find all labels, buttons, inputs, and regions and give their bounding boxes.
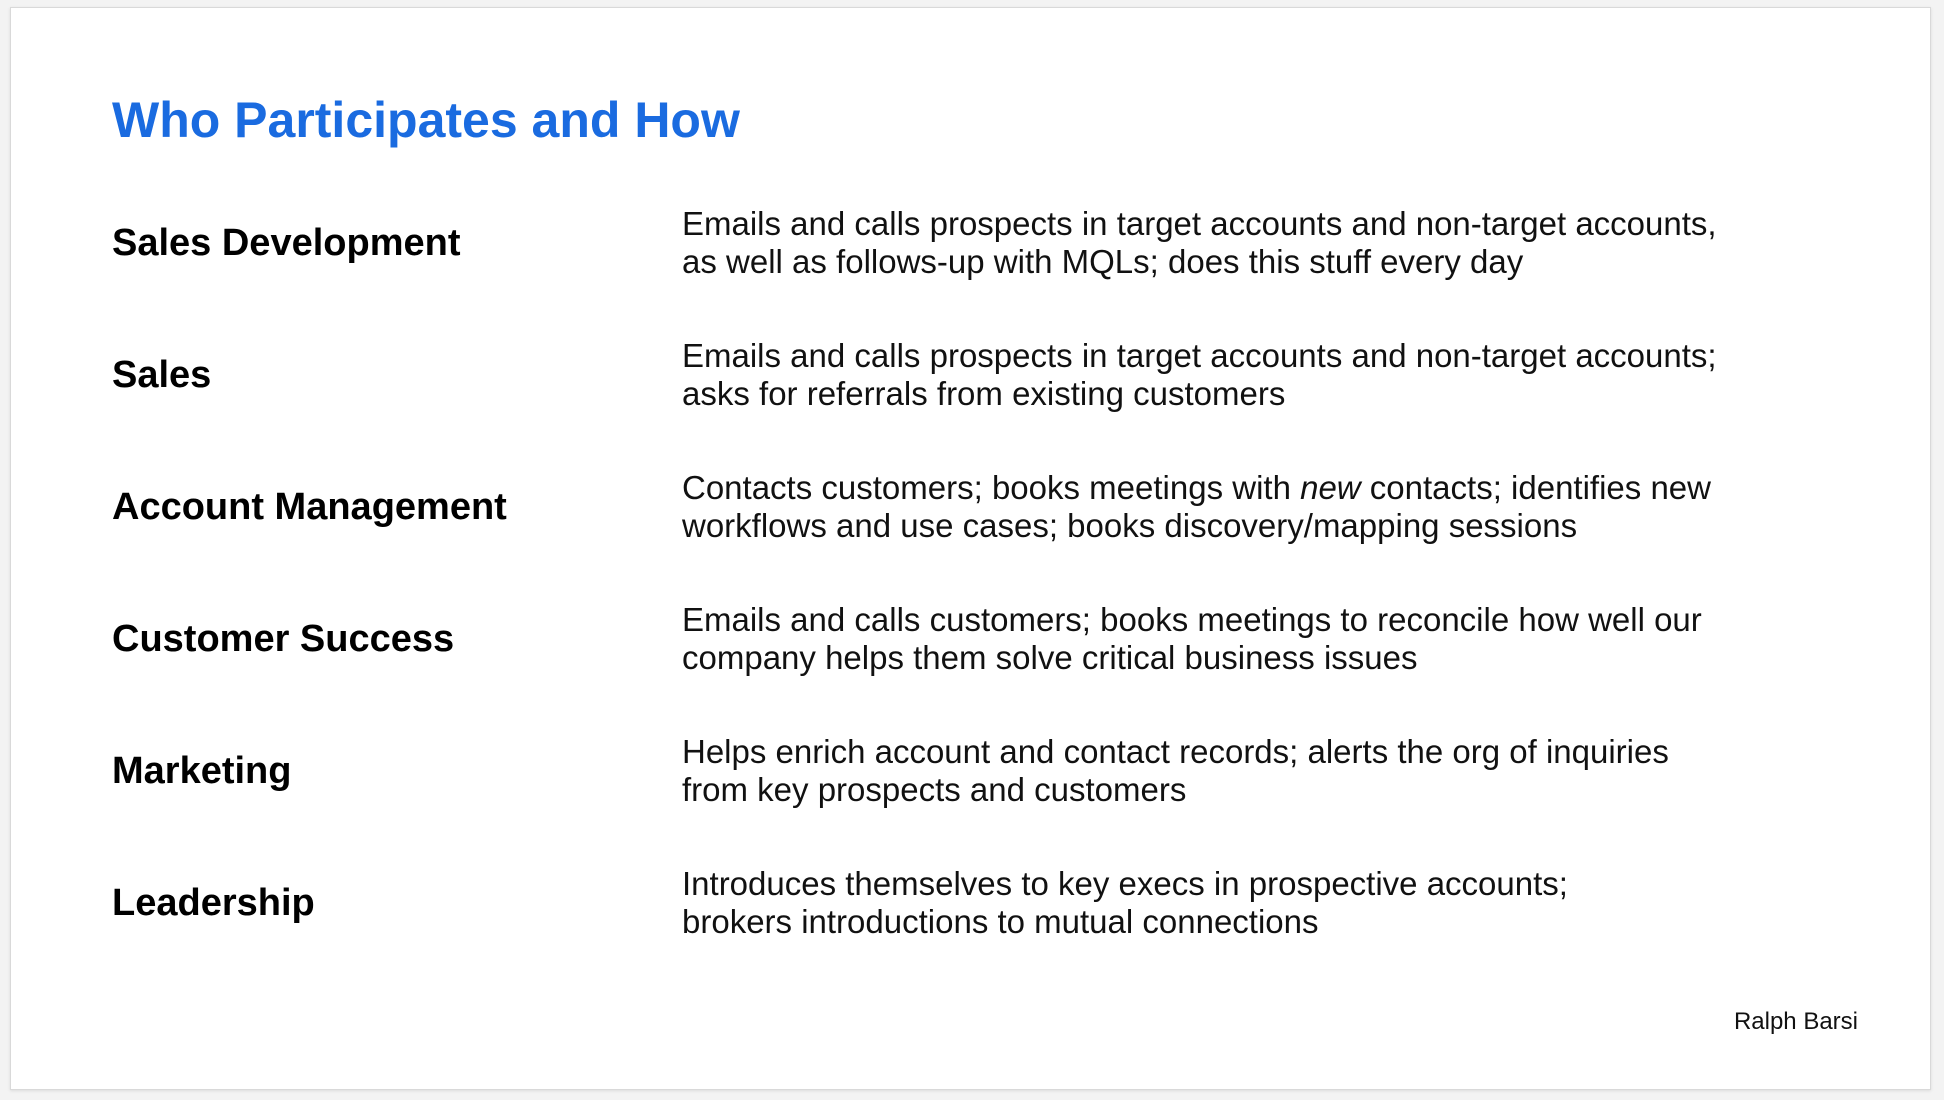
role-description bbox=[682, 716, 1832, 826]
participant-row-customer-success bbox=[112, 584, 1832, 694]
participant-row-leadership bbox=[112, 848, 1832, 958]
role-description bbox=[682, 848, 1832, 958]
participant-row-sales bbox=[112, 320, 1832, 430]
slide bbox=[10, 7, 1931, 1090]
description-line: Emails and calls customers; books meetings to reconcile how well our bbox=[682, 601, 1702, 638]
description-line: Emails and calls prospects in target accounts and non-target accounts; bbox=[682, 337, 1717, 374]
role-label: Sales bbox=[112, 353, 212, 396]
role-description bbox=[682, 188, 1832, 298]
role-label: Marketing bbox=[112, 749, 292, 792]
description-line: brokers introductions to mutual connections bbox=[682, 903, 1319, 940]
role-label: Leadership bbox=[112, 881, 315, 924]
slide-title: Who Participates and How bbox=[112, 92, 740, 148]
description-line: Emails and calls prospects in target accounts and non-target accounts, bbox=[682, 205, 1717, 242]
role-label: Sales Development bbox=[112, 221, 461, 264]
description-line: workflows and use cases; books discovery/mapping sessions bbox=[682, 507, 1578, 544]
description-line: Helps enrich account and contact records; alerts the org of inquiries bbox=[682, 733, 1669, 770]
description-text: Contacts customers; books meetings with bbox=[682, 469, 1301, 506]
description-line: asks for referrals from existing customers bbox=[682, 375, 1286, 412]
description-text: contacts; identifies new bbox=[1360, 469, 1711, 506]
author-credit: Ralph Barsi bbox=[1733, 1008, 1858, 1035]
role-description bbox=[682, 584, 1832, 694]
description-line bbox=[682, 469, 1832, 507]
role-label: Account Management bbox=[112, 485, 507, 528]
description-line: Introduces themselves to key execs in prospective accounts; bbox=[682, 865, 1568, 902]
emphasis-text: new bbox=[1300, 469, 1361, 506]
participant-row-sales-development bbox=[112, 188, 1832, 298]
participant-row-account-management bbox=[112, 452, 1832, 562]
participant-row-marketing bbox=[112, 716, 1832, 826]
description-line: from key prospects and customers bbox=[682, 771, 1187, 808]
role-description bbox=[682, 452, 1832, 562]
description-line: as well as follows-up with MQLs; does this stuff every day bbox=[682, 243, 1524, 280]
role-description bbox=[682, 320, 1832, 430]
description-line: company helps them solve critical business issues bbox=[682, 639, 1418, 676]
role-label: Customer Success bbox=[112, 617, 455, 660]
